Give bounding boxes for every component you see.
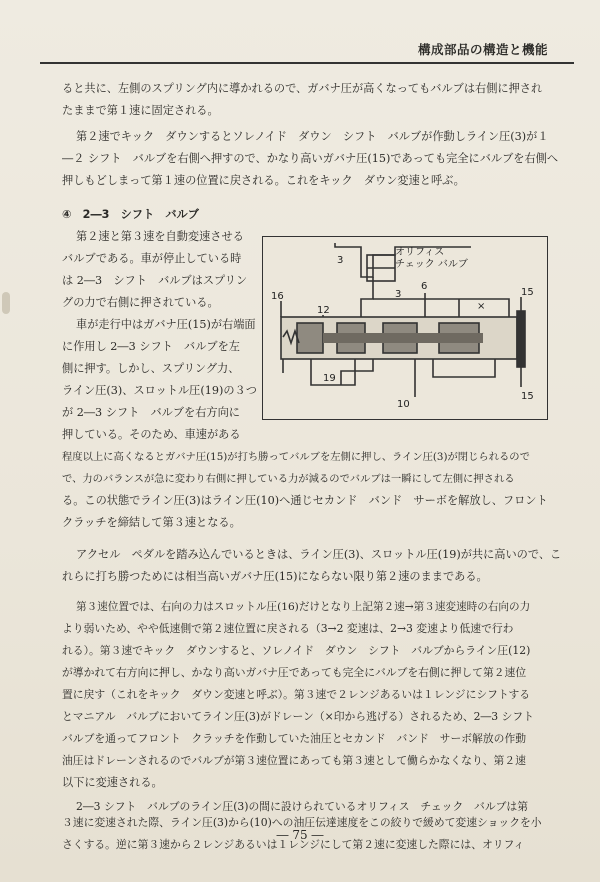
text-line: より弱いため、やや低速側で第２速位置に戻される（3→2 変速は、2→3 変速より低速で行わ — [62, 622, 514, 635]
shift-valve-diagram — [262, 236, 548, 420]
text-line: 置に戻す（これをキック ダウン変速と呼ぶ）。第３速で２レンジあるいは１レンジにシフトする — [62, 688, 531, 701]
text-line: ―２ シフト バルブを右側へ押すので、かなり高いガバナ圧(15)であっても完全にバルブを右側へ — [62, 152, 559, 165]
text-line: グの力で右側に押されている。 — [62, 296, 219, 309]
oil-passage — [341, 359, 373, 385]
port-label: 3 — [337, 255, 344, 266]
text-line: 第２速と第３速を自動変速させる — [76, 230, 244, 243]
valve-land — [297, 323, 323, 353]
text-line: クラッチを締結して第３速となる。 — [62, 516, 241, 529]
text-line: ライン圧(3)、スロットル圧(19)の３つ — [62, 384, 257, 397]
port-label: 16 — [271, 291, 284, 302]
text-line: 押しもどしまって第１速の位置に戻される。これをキック ダウン変速と呼ぶ。 — [62, 174, 465, 187]
text-line: る。この状態でライン圧(3)はライン圧(10)へ通じセカンド バンド サーボを解放し、フロント — [62, 494, 548, 507]
text-line: 押している。そのため、車速がある — [62, 428, 241, 441]
section-heading: ④ 2―3 シフト バルブ — [62, 208, 199, 221]
port-label: 15 — [521, 287, 534, 298]
text-line: さくする。逆に第３速から２レンジあるいは１レンジにして第２速に変速した際には、オリフィ — [62, 838, 525, 851]
text-line: は 2―3 シフト バルブはスプリン — [62, 274, 248, 287]
port-label: 6 — [421, 281, 428, 292]
text-line: バルブを通ってフロント クラッチを作動していた油圧とセカンド バンド サーボ解放の作動 — [62, 732, 527, 745]
port-label: 19 — [323, 373, 336, 384]
drain-mark: × — [477, 301, 486, 312]
page-header-title: 構成部品の構造と機能 — [418, 42, 549, 57]
oil-passage — [361, 277, 373, 317]
page-number: ― 75 ― — [276, 828, 324, 842]
text-line: アクセル ペダルを踏み込んでいるときは、ライン圧(3)、スロットル圧(19)が共に高いので、こ — [76, 548, 562, 561]
text-line: が 2―3 シフト バルブを右方向に — [62, 406, 240, 419]
text-line: 程度以上に高くなるとガバナ圧(15)が打ち勝ってバルブを左側に押し、ライン圧(3)が閉じられるので — [62, 451, 530, 463]
text-line: ３速に変速された際、ライン圧(3)から(10)への油圧伝達速度をこの絞りで緩めて変速ショックを小 — [62, 816, 542, 829]
text-line: 第３速位置では、右向の力はスロットル圧(16)だけとなり上記第２速→第３速変速時の右向の力 — [76, 601, 531, 613]
text-line: 車が走行中はガバナ圧(15)が右端面 — [76, 318, 256, 331]
text-line: に作用し 2―3 シフト バルブを左 — [62, 340, 240, 353]
text-line: が導かれて右方向に押し、かなり高いガバナ圧であっても完全にバルブを右側に押して第２速位 — [62, 666, 527, 679]
port-label: 12 — [317, 305, 330, 316]
text-line: 第２速でキック ダウンするとソレノイド ダウン シフト バルブが作動しライン圧(3)が１ — [76, 130, 549, 143]
text-line: 油圧はドレーンされるのでバルブが第３速位置にあっても第３速として働らかなくなり、第２速 — [62, 754, 526, 767]
oil-passage — [433, 359, 495, 377]
label-check-valve: チェック バルブ — [395, 259, 468, 270]
valve-stem — [323, 333, 483, 343]
text-line: で、力のバランスが急に変わり右側に押している力が減るのでバルブは一瞬にして左側に押される — [62, 473, 515, 485]
header-rule — [40, 62, 574, 64]
oil-passage — [373, 299, 509, 317]
valve-diagram-svg — [263, 237, 547, 419]
port-label: 15 — [521, 391, 534, 402]
text-line: 側に押す。しかし、スプリング力、 — [62, 362, 240, 375]
text-line: れる）。第３速でキック ダウンすると、ソレノイド ダウン シフト バルブからライン圧(12) — [62, 644, 531, 657]
binder-hole — [2, 292, 10, 314]
port-label: 10 — [397, 399, 410, 410]
text-line: たままで第１速に固定される。 — [62, 104, 219, 117]
text-line: とマニアル バルブにおいてライン圧(3)がドレーン（×印から逃げる）されるため、2―3 シフト — [62, 710, 534, 723]
text-line: ると共に、左側のスプリング内に導かれるので、ガバナ圧が高くなってもバルブは右側に押され — [62, 82, 543, 95]
text-line: 以下に変速される。 — [62, 776, 163, 789]
text-line: 2―3 シフト バルブのライン圧(3)の間に設けられているオリフィス チェック バルブは第 — [76, 800, 529, 813]
text-line: れらに打ち勝つためには相当高いガバナ圧(15)にならない限り第２速のままである。 — [62, 570, 488, 583]
port-label: 3 — [395, 289, 402, 300]
text-line: バルブである。車が停止している時 — [62, 252, 242, 265]
label-orifice: オリフィス — [395, 247, 445, 258]
